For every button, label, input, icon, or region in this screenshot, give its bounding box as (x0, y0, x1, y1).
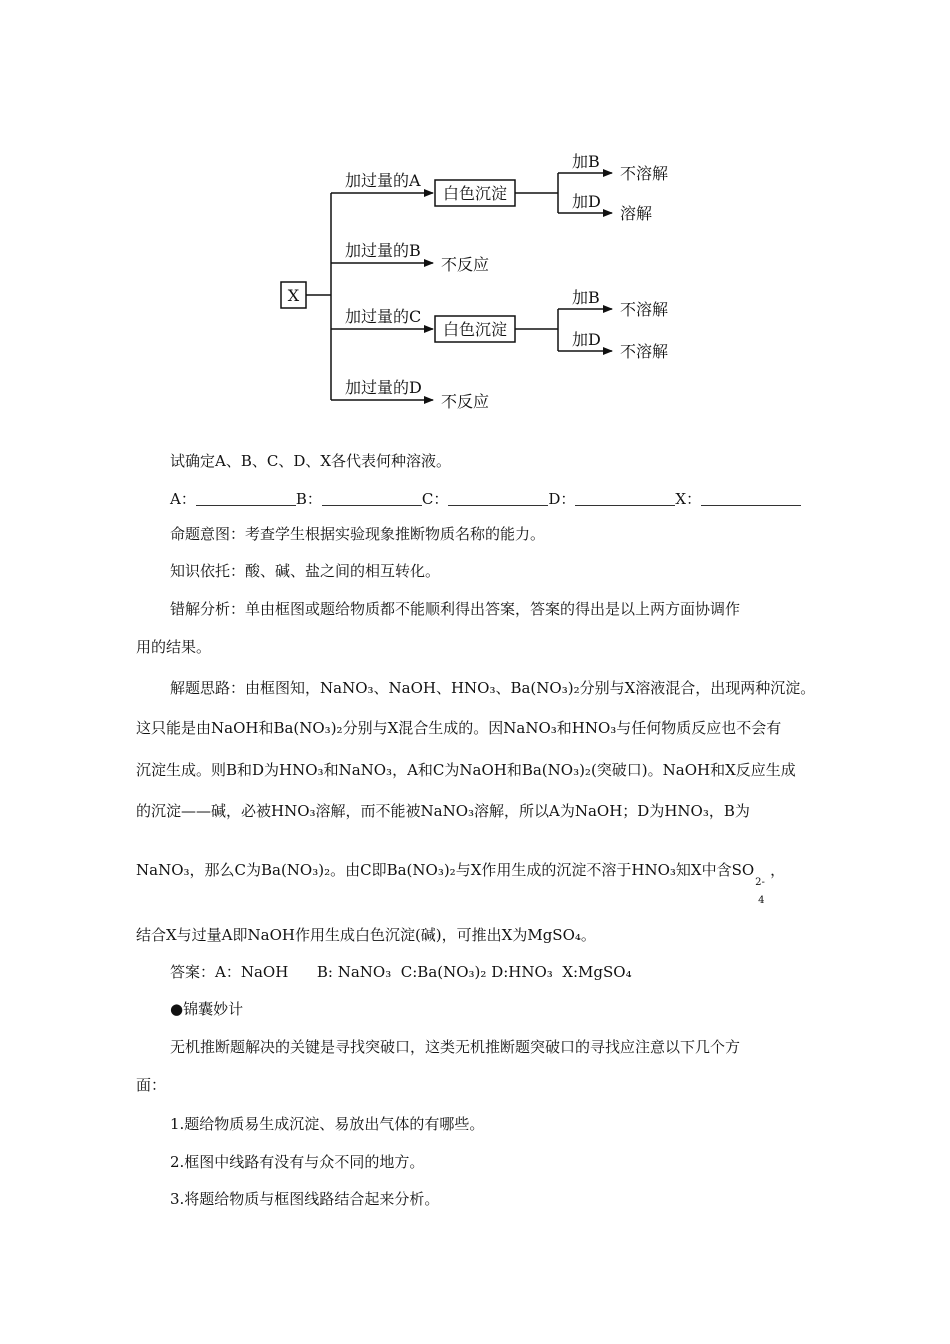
branch-result-d: 不反应 (441, 392, 490, 411)
sub1-label-d: 加D (572, 192, 601, 211)
idea-line2: 这只能是由NaOH和Ba(NO₃)₂分别与X混合生成的。因NaNO₃和HNO₃与任何物质反应也不会有 (136, 719, 782, 737)
error-analysis-line1: 错解分析：单由框图或题给物质都不能顺利得出答案，答案的得出是以上两方面协调作 (170, 600, 741, 618)
knowledge-text: 知识依托：酸、碱、盐之间的相互转化。 (170, 562, 441, 580)
branch-label-a: 加过量的A (345, 171, 421, 190)
blank-label-b: B： (295, 490, 322, 508)
answer-blanks-row (170, 489, 801, 509)
sub1-label-b: 加B (572, 152, 600, 171)
branch-label-b: 加过量的B (345, 241, 421, 260)
sub2-result-b: 不溶解 (620, 300, 669, 319)
branch-result-a: 白色沉淀 (442, 184, 508, 203)
idea-line3: 沉淀生成。则B和D为HNO₃和NaNO₃，A和C为NaOH和Ba(NO₃)₂(突破口)。NaOH和X反应生成 (136, 761, 796, 779)
blank-d[interactable] (575, 491, 675, 506)
idea-line1: 解题思路：由框图知，NaNO₃、NaOH、HNO₃、Ba(NO₃)₂分别与X溶液混合，出现两种沉淀。 (170, 679, 816, 697)
sulfate-subscript: 4 (758, 895, 765, 906)
sub2-result-d: 不溶解 (620, 342, 669, 361)
branch-result-b: 不反应 (441, 255, 490, 274)
branch-result-c: 白色沉淀 (442, 320, 508, 339)
tips-line2: 面： (136, 1076, 167, 1094)
blank-label-x: X： (675, 490, 702, 508)
tips-item-2: 2.框图中线路有没有与众不同的地方。 (170, 1153, 425, 1171)
blank-label-d: D： (548, 490, 576, 508)
sub1-result-b: 不溶解 (620, 164, 669, 183)
branch-label-c: 加过量的C (345, 307, 422, 326)
tips-item-3: 3.将题给物质与框图线路结合起来分析。 (170, 1190, 440, 1208)
idea-line5 (136, 860, 786, 906)
idea-line6: 结合X与过量A即NaOH作用生成白色沉淀(碱)，可推出X为MgSO₄。 (136, 926, 596, 944)
branch-label-d: 加过量的D (345, 378, 422, 397)
tips-item-1: 1.题给物质易生成沉淀、易放出气体的有哪些。 (170, 1115, 485, 1133)
error-analysis-line2: 用的结果。 (136, 638, 212, 656)
blank-b[interactable] (322, 491, 422, 506)
tips-title: ●锦囊妙计 (170, 1000, 244, 1018)
blank-label-a: A： (170, 490, 196, 508)
tips-line1: 无机推断题解决的关键是寻找突破口，这类无机推断题突破口的寻找应注意以下几个方 (170, 1038, 741, 1056)
sub2-label-b: 加B (572, 288, 600, 307)
intent-text: 命题意图：考查学生根据实验现象推断物质名称的能力。 (170, 525, 546, 543)
idea-line4: 的沉淀——碱，必被HNO₃溶解，而不能被NaNO₃溶解，所以A为NaOH；D为HNO₃，B为 (136, 802, 750, 820)
question: 试确定A、B、C、D、X各代表何种溶液。 (170, 452, 452, 470)
sulfate-charge: 2- (755, 877, 765, 888)
sub1-result-d: 溶解 (620, 204, 653, 223)
x-label: X (287, 286, 300, 305)
idea-line5-end: ， (770, 861, 786, 879)
answer-text: 答案：A：NaOH B: NaNO₃ C:Ba(NO₃)₂ D:HNO₃ X:MgSO₄ (170, 963, 632, 981)
idea-line5-text: NaNO₃，那么C为Ba(NO₃)₂。由C即Ba(NO₃)₂与X作用生成的沉淀不溶于HNO₃知X中含SO (136, 861, 755, 879)
flowchart (0, 0, 950, 420)
blank-x[interactable] (701, 491, 801, 506)
sub2-label-d: 加D (572, 330, 601, 349)
blank-c[interactable] (448, 491, 548, 506)
blank-a[interactable] (196, 491, 296, 506)
blank-label-c: C： (421, 490, 449, 508)
